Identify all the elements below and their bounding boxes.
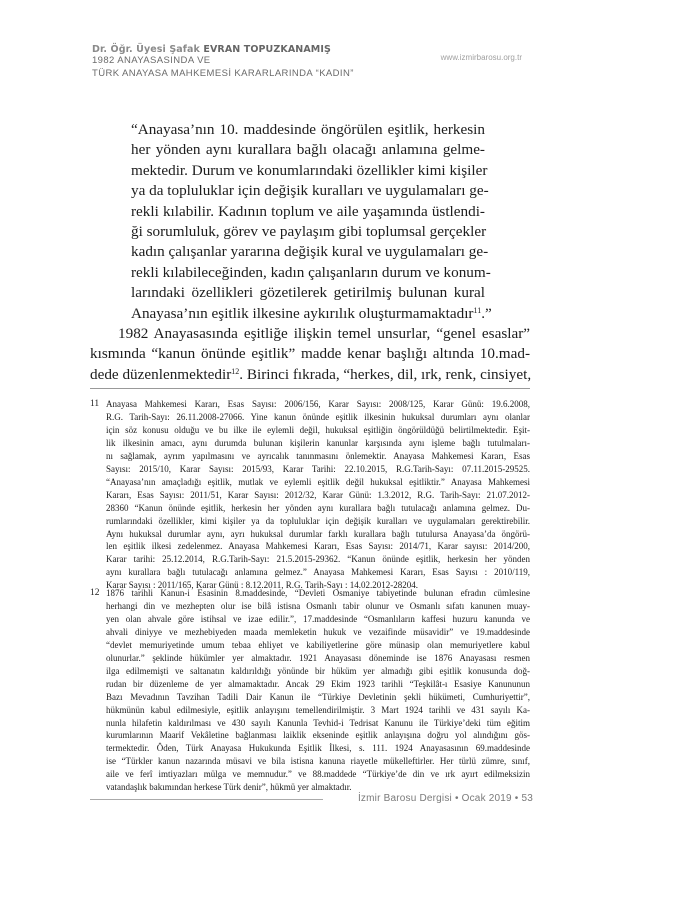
- footnote-ref-12[interactable]: 12: [231, 366, 240, 376]
- footnote-body: [106, 587, 530, 794]
- page-number: 53: [521, 793, 533, 804]
- quote-line: ği sorumluluk, görev ve paylaşım gibi toplumsal gerçekler: [131, 223, 487, 241]
- footnote-line: Kararı, Esas Sayısı: 2011/51, Karar Sayısı: 2012/32, Karar Günü: 1.3.2012, R.G. Tarih-Sayı: 21.07.2012-: [106, 489, 530, 500]
- footnote-line: Sayısı: 2015/10, Karar Sayısı: 2015/93, Karar Tarihi: 22.10.2015, R.G.Tarih-Sayı: 07.11.2015-29525.: [106, 463, 530, 474]
- footnote-line: Karar Sayısı : 2011/165, Karar Günü : 8.12.2011, R.G. Tarih-Sayı : 14.02.2012-28204.: [106, 580, 418, 591]
- footer-divider: [90, 799, 323, 800]
- footnote-line: olunurlar.” şeklinde hükümler yer almaktadır. 1921 Anayasası döneminde ise 1876 Anayasası resmen: [106, 652, 530, 663]
- quote-line: kadın çalışanlar yararına değişik kural ve uygulamaları ge-: [131, 243, 489, 261]
- quote-line: rekli kılabilir. Kadının toplum ve aile yaşamında üstlendi-: [131, 202, 485, 220]
- footnote-line: nunla hilafetin kaldırılması ve 430 sayılı Kanunla Tevhid-i Tedrisat Kanunu ile Türkiye’deki tüm eğitim: [106, 717, 530, 728]
- footnote-line: “Anayasa’nın amaçladığı eşitlik, mutlak ve eylemli eşitlik değil hukuksal eşitliktir.” Anayasa Mahkemesi: [106, 476, 530, 487]
- footnote-line: aynı kurallara bağlı tutulacağı anlamına gelmez.” Anayasa Mahkemesi Kararı, Esas Sayısı : 2010/119,: [106, 567, 530, 578]
- paragraph-line: [90, 365, 530, 385]
- footnote-line: 1876 tarihli Kanun-i Esasinin 8.maddesinde, “Devleti Osmaniye tabiyetinde bulunan efradın cümlesine: [106, 588, 530, 598]
- footnote-line: Anayasa Mahkemesi Kararı, Esas Sayısı: 2006/156, Karar Sayısı: 2008/125, Karar Günü: 19.6.2008,: [106, 399, 530, 409]
- footnote-line: hükmünün kabul edilmesiyle, eşitlik anlayışını temellendirilmiştir. 3 Mart 1924 tarihli ve 431 sayılı Ka-: [106, 704, 530, 715]
- author-title: Dr. Öğr. Üyesi Şafak: [92, 44, 200, 55]
- body-paragraph: [90, 324, 530, 385]
- footnote-ref-11[interactable]: 11: [473, 305, 482, 315]
- footnote-line: termektedir. Ôden, Türk Anayasa Hukukunda Eşitlik İlkesi, s. 111. 1924 Anayasasının 69.maddesinde: [106, 743, 530, 754]
- footnote-number: 12: [90, 588, 100, 598]
- quote-line: rekli kılabileceğinden, kadın çalışanların durum ve konum-: [131, 263, 491, 281]
- paragraph-text: dede düzenlenmektedir: [90, 365, 232, 383]
- site-url: www.izmirbarosu.org.tr: [440, 53, 522, 62]
- footnote-line: nı sağlamak, ayrım yapılmasını ve ayrıcalık tanınmasını önlemektir. Anayasa Mahkemesi Kararı, Esas: [106, 450, 530, 461]
- paragraph-line: kısmında “kanun önünde eşitlik” madde kenar başlığı altında 10.mad-: [90, 345, 530, 363]
- paragraph-line: 1982 Anayasasında eşitliğe ilişkin temel unsurlar, “genel esaslar”: [118, 325, 530, 342]
- footnote-line: yen olan ahvale göre istihsal ve izae edilir.”, 17.maddesinde “Osmanlıların kaffesi huzuru kanunda ve: [106, 613, 530, 624]
- footnote-11: [90, 398, 530, 592]
- quote-line: her yönden aynı kurallara bağlı olacağı anlamına gelme-: [131, 141, 485, 159]
- quote-line: mektedir. Durum ve konumlarındaki özellikler kimi kişiler: [131, 161, 488, 179]
- footnote-12: [90, 587, 530, 794]
- footnote-line: aile ve ferî imtiyazları mülga ve memnudur.” ve 88.maddede “Türkiye’de din ve ırk ayırt edilmeksizin: [106, 769, 530, 780]
- footnote-line: Bazı Mevadının Tavzihan Tadili Dair Kanun ile “Türkiye Devletinin şekli hükümeti, Cumhuriyettir”,: [106, 691, 530, 702]
- journal-issue: İzmir Barosu Dergisi • Ocak 2019 •: [357, 793, 519, 804]
- footnote-line: rudan bir düzenleme de yer almamaktadır. Ancak 29 Ekim 1923 tarihli “Teşkilât-ı Esasiye Kanununun: [106, 678, 530, 689]
- footnote-line: rumlarındaki özellikler, kimi kişiler ya da topluluklar için değişik kuralları ve uygulamaları gerektirebilir.: [106, 515, 530, 526]
- footnote-body: [106, 398, 530, 592]
- footnote-divider: [90, 388, 530, 389]
- footnote-number: 11: [90, 399, 100, 409]
- footnote-line: ise “Türkler kanun nazarında müsavi ve bila istisna kanuna riayetle mükelleftirler. Her türlü zümre, sınıf,: [106, 756, 530, 767]
- block-quote: [131, 120, 492, 324]
- quote-line: ya da topluluklar için değişik kuralları ve uygulamaları ge-: [131, 182, 489, 200]
- author-name: EVRAN TOPUZKANAMIŞ: [203, 44, 331, 55]
- footnote-line: herhangi din ve mezhepten olur ise bilâ istisna Osmanlı tabir olunur ve Osmanlı sıfatı kanunen muay-: [106, 600, 530, 611]
- footnote-line: kurumlarının Maarif Vekâletine bağlanması laiklik ekseninde eşitlik anlayışına doğru yol alındığını gös-: [106, 730, 530, 741]
- article-title-line-2: TÜRK ANAYASA MAHKEMESİ KARARLARINDA “KADIN”: [92, 67, 354, 79]
- footnote-line: 28360 “Kanun önünde eşitlik, herkesin her yönden aynı kurallara bağlı tutulacağı anlamına gelmez. Du-: [106, 502, 530, 513]
- running-header: [92, 44, 532, 80]
- quote-line-text: Anayasa’nın eşitlik ilkesine aykırılık oluşturmamaktadır: [131, 304, 474, 322]
- footnote-line: Aynı hukuksal durumlar aynı, ayrı hukuksal durumlar farklı kurallara bağlı tutulursa Anayasa’da öngörü-: [106, 528, 530, 539]
- page-footer: [325, 793, 533, 804]
- footnote-line: R.G. Tarih-Sayı: 26.11.2008-27066. Yine kanun önünde eşitlik ilkesinin hukuksal durumları aynı olanlar: [106, 411, 530, 422]
- quote-last-line: [131, 304, 492, 324]
- quote-line: “Anayasa’nın 10. maddesinde öngörülen eşitlik, herkesin: [131, 121, 485, 138]
- footnote-line: için söz konusu olduğu ve bu ilke ile eylemli değil, hukuksal eşitliğin öngörüldüğü belirtilmektedir. Eşit-: [106, 424, 530, 435]
- footnote-line: lik ilkesinin amacı, aynı durumda bulunan kişilerin kanunlar karşısında aynı işleme bağlı tutulmaları-: [106, 437, 530, 448]
- footnote-line: ilga edilmemişti ve saltanatın kaldırıldığı yönünde bir hüküm yer almadığı gibi eşitlik konusunda doğ-: [106, 665, 530, 676]
- footnote-line: ahvali diniyye ve mezhebiyeden maada memleketin hukuk ve vezaifinde müsavidir” ve 19.maddesinde: [106, 626, 530, 637]
- paragraph-text: . Birinci fıkrada, “herkes, dil, ırk, renk, cinsiyet,: [239, 365, 532, 383]
- article-title-line-1: 1982 ANAYASASINDA VE: [92, 55, 211, 66]
- footnote-line: Karar tarihi: 25.12.2014, R.G.Tarih-Sayı: 21.5.2015-29362. “Kanun önünde eşitlik, herkesin her yönden: [106, 554, 530, 565]
- quote-end: .”: [481, 304, 492, 322]
- quote-line: larındaki özellikleri gözetilerek getirilmiş bulunan kural: [131, 284, 485, 302]
- footnote-line: “devlet memuriyetinde umum tebaa ehliyet ve kabiliyetlerine göre münasip olan memuriyetlere kabul: [106, 639, 530, 650]
- footnote-line: len eşitlik ilkesi zedelenmez. Anayasa Mahkemesi Kararı, Esas Sayısı: 2014/71, Karar sayısı: 2014/200,: [106, 541, 530, 552]
- footnote-line: vatandaşlık bakımından herkese Türk denir”, hükmü yer almaktadır.: [106, 782, 352, 793]
